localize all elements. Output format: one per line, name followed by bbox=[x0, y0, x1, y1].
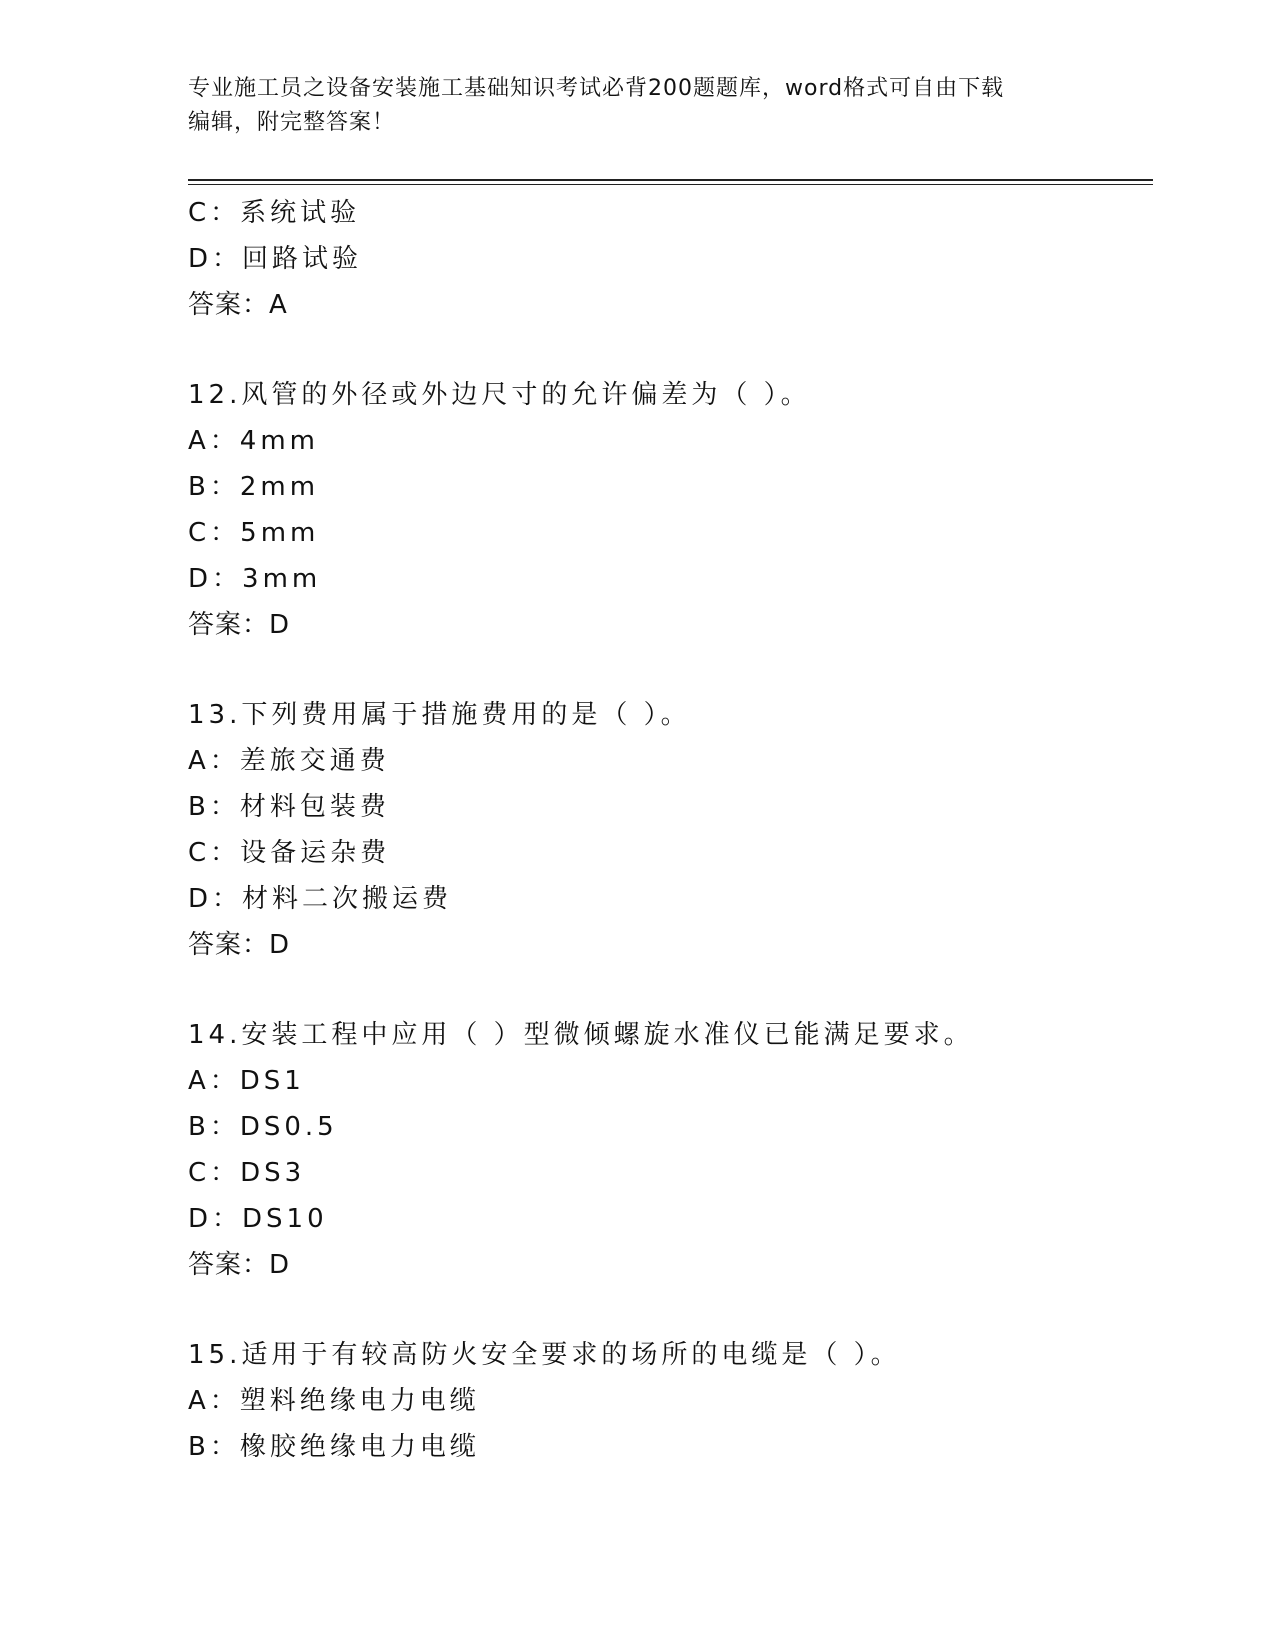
option-d: D：材料二次搬运费 bbox=[188, 884, 453, 914]
option-d: D：DS10 bbox=[188, 1204, 328, 1234]
question-15 bbox=[188, 1332, 1148, 1470]
option-c: C：设备运杂费 bbox=[188, 838, 391, 868]
option-b: B：橡胶绝缘电力电缆 bbox=[188, 1432, 480, 1462]
document-header bbox=[188, 72, 1088, 140]
option-c: C：系统试验 bbox=[188, 198, 361, 228]
question-title: 13.下列费用属于措施费用的是（ ）。 bbox=[188, 700, 691, 730]
question-title: 14.安装工程中应用（ ）型微倾螺旋水准仪已能满足要求。 bbox=[188, 1020, 974, 1050]
answer: 答案：D bbox=[188, 610, 291, 640]
header-line-1: 专业施工员之设备安装施工基础知识考试必背200题题库，word格式可自由下载 bbox=[188, 76, 1005, 101]
option-a: A：差旅交通费 bbox=[188, 746, 390, 776]
option-d: D：回路试验 bbox=[188, 244, 363, 274]
question-list bbox=[188, 190, 1148, 1470]
option-a: A：DS1 bbox=[188, 1066, 305, 1096]
carryover-block bbox=[188, 190, 1148, 328]
question-title: 12.风管的外径或外边尺寸的允许偏差为（ ）。 bbox=[188, 380, 811, 410]
option-a: A：塑料绝缘电力电缆 bbox=[188, 1386, 480, 1416]
option-b: B：DS0.5 bbox=[188, 1112, 338, 1142]
option-b: B：2mm bbox=[188, 472, 320, 502]
header-divider bbox=[188, 179, 1153, 185]
answer: 答案：D bbox=[188, 1250, 291, 1280]
option-d: D：3mm bbox=[188, 564, 322, 594]
option-b: B：材料包装费 bbox=[188, 792, 390, 822]
question-12 bbox=[188, 372, 1148, 648]
question-title: 15.适用于有较高防火安全要求的场所的电缆是（ ）。 bbox=[188, 1340, 901, 1370]
option-c: C：5mm bbox=[188, 518, 320, 548]
option-a: A：4mm bbox=[188, 426, 319, 456]
answer: 答案：A bbox=[188, 290, 288, 320]
question-14 bbox=[188, 1012, 1148, 1288]
answer: 答案：D bbox=[188, 930, 291, 960]
question-13 bbox=[188, 692, 1148, 968]
header-line-2: 编辑，附完整答案！ bbox=[188, 110, 396, 135]
option-c: C：DS3 bbox=[188, 1158, 306, 1188]
